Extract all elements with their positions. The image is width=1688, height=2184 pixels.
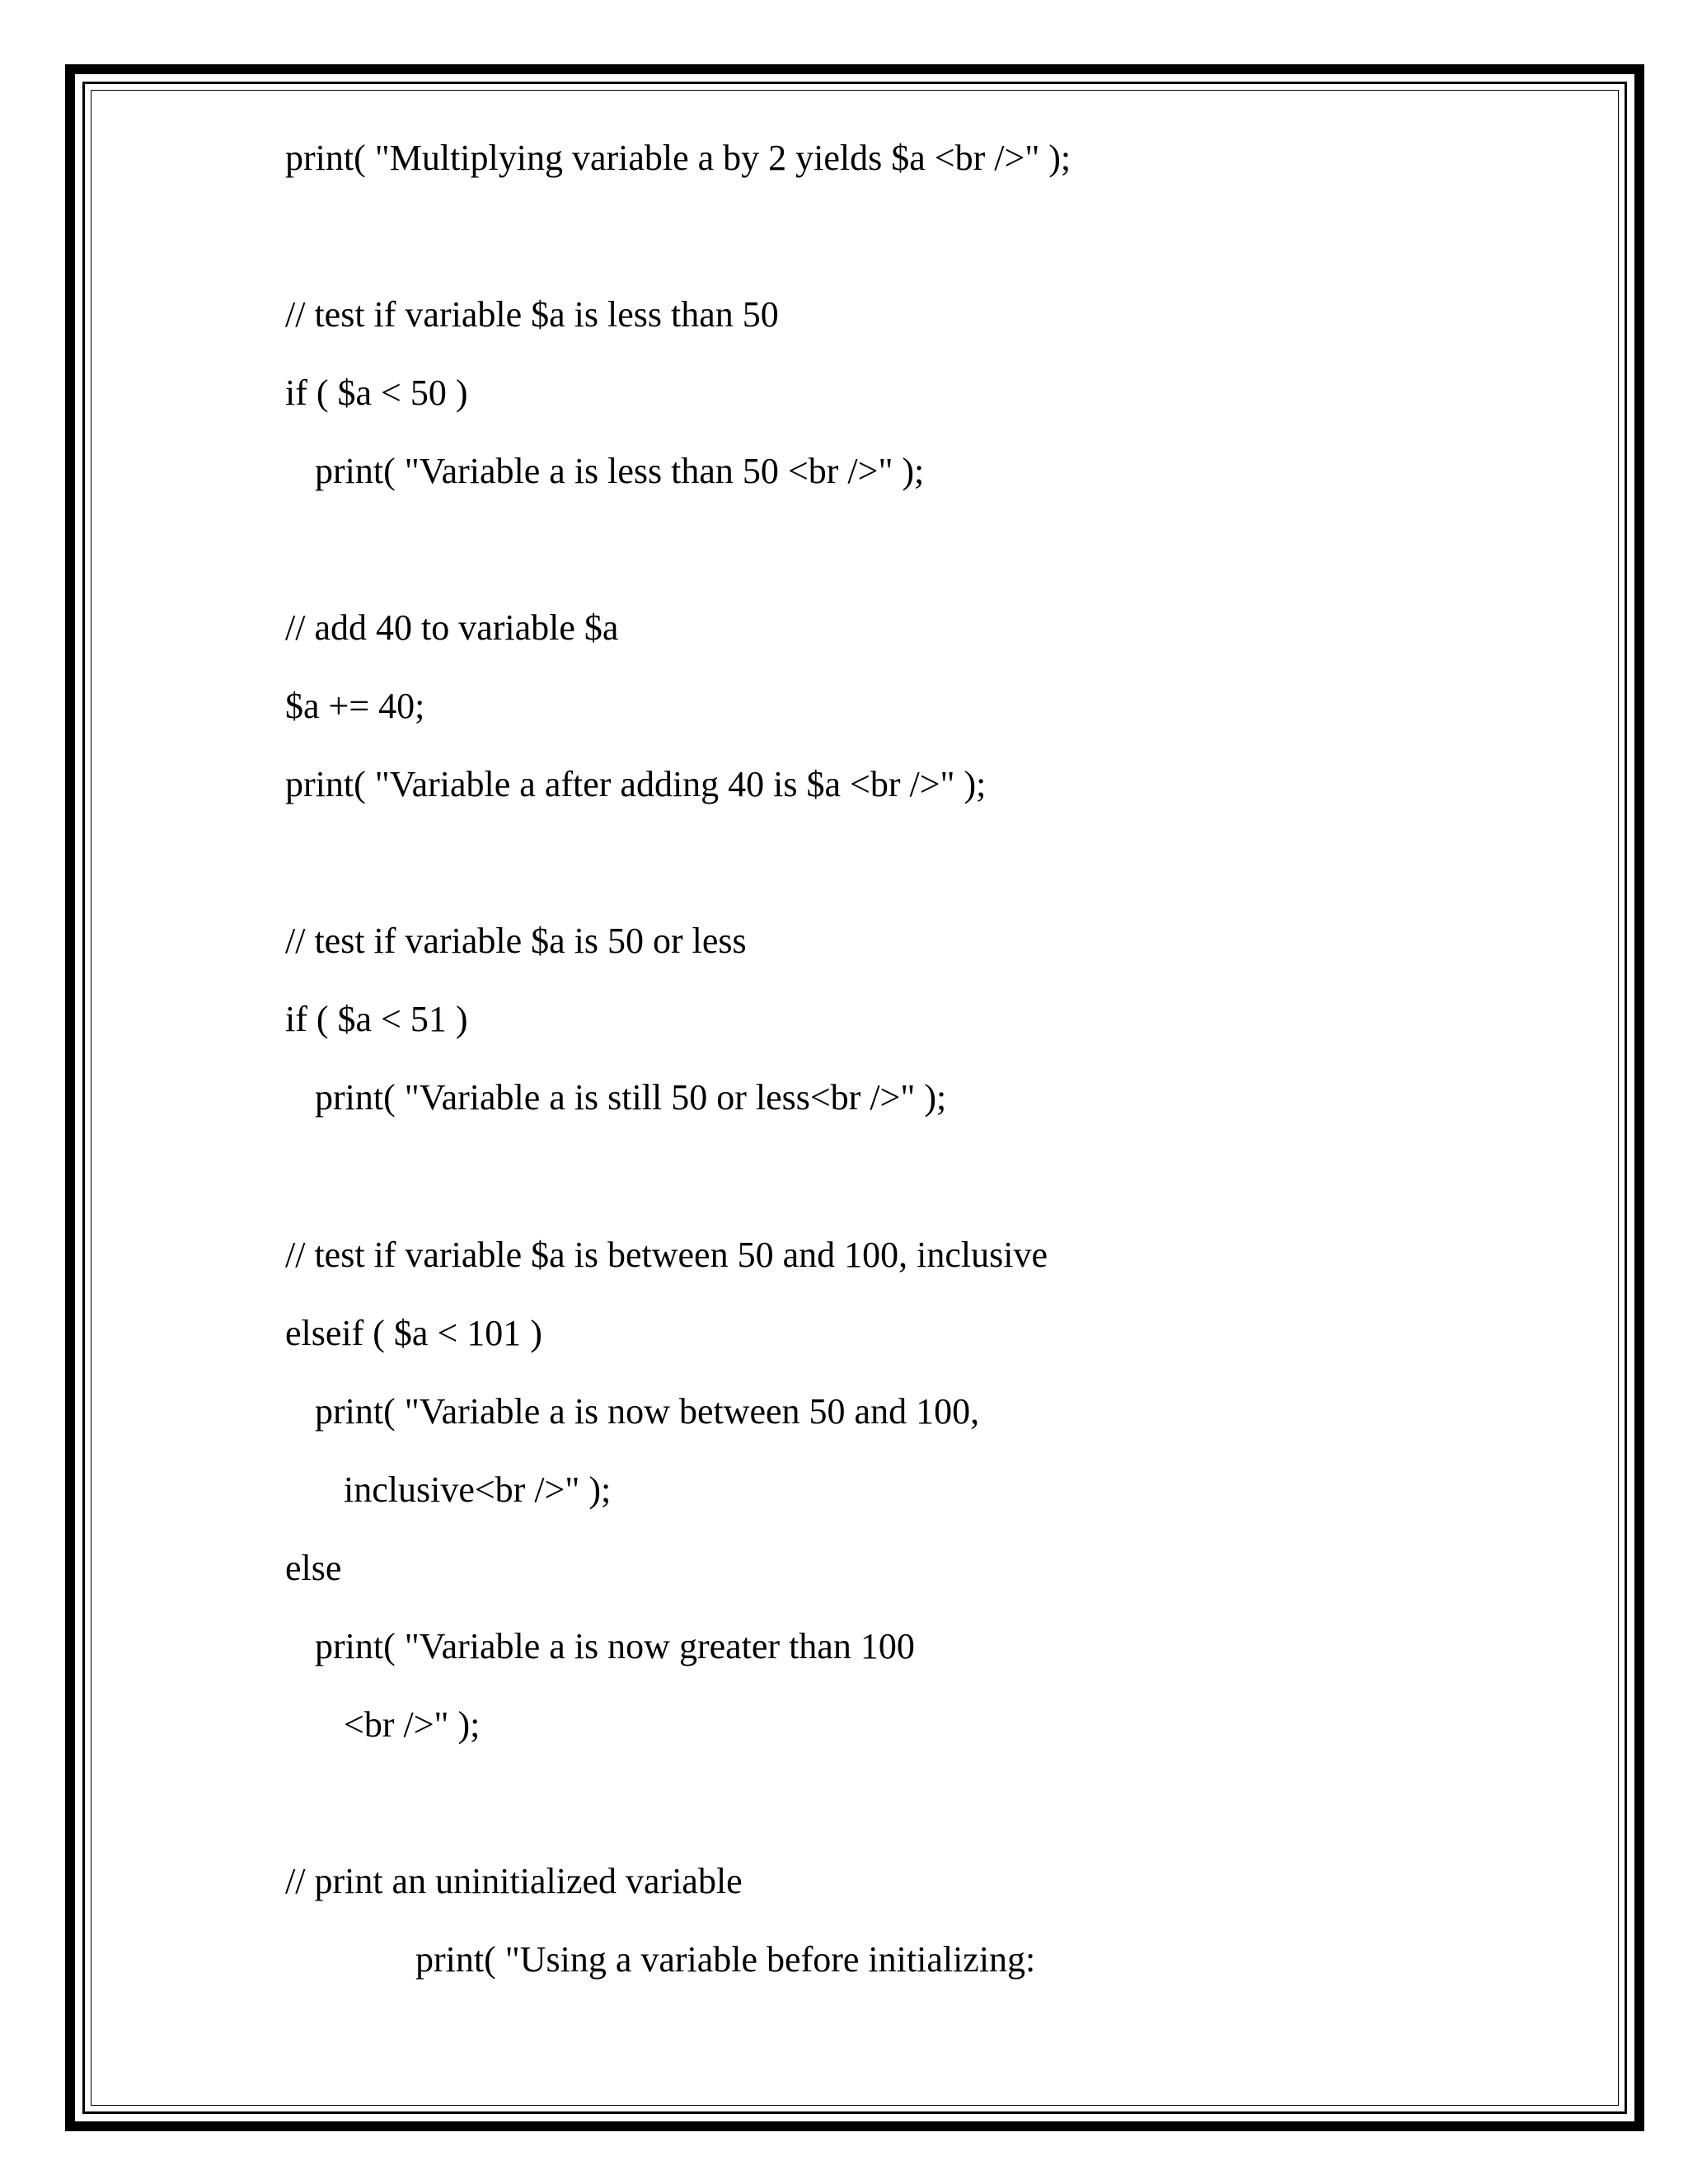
code-comment: // add 40 to variable $a (285, 607, 619, 648)
code-line: print( "Variable a is now greater than 100 (315, 1626, 915, 1666)
code-comment: // test if variable $a is between 50 and 100, inclusive (285, 1235, 1048, 1275)
code-line: if ( $a < 50 ) (285, 373, 468, 413)
code-line: print( "Variable a is less than 50 <br />" ); (315, 451, 925, 491)
code-line: inclusive<br />" ); (344, 1469, 612, 1510)
code-comment: // test if variable $a is 50 or less (285, 921, 747, 961)
code-line: elseif ( $a < 101 ) (285, 1313, 542, 1353)
code-comment: // test if variable $a is less than 50 (285, 294, 779, 335)
code-line: print( "Variable a is now between 50 and 100, (315, 1391, 980, 1432)
code-line: print( "Variable a is still 50 or less<br />" ); (315, 1077, 947, 1118)
code-line: print( "Variable a after adding 40 is $a <br />" ); (285, 764, 987, 804)
code-line: <br />" ); (344, 1704, 481, 1745)
code-line: print( "Multiplying variable a by 2 yields $a <br />" ); (285, 138, 1071, 178)
code-line: if ( $a < 51 ) (285, 999, 468, 1039)
code-line: print( "Using a variable before initializing: (415, 1939, 1036, 1980)
code-line: $a += 40; (285, 686, 425, 726)
code-line: else (285, 1548, 342, 1588)
code-comment: // print an uninitialized variable (285, 1861, 743, 1901)
